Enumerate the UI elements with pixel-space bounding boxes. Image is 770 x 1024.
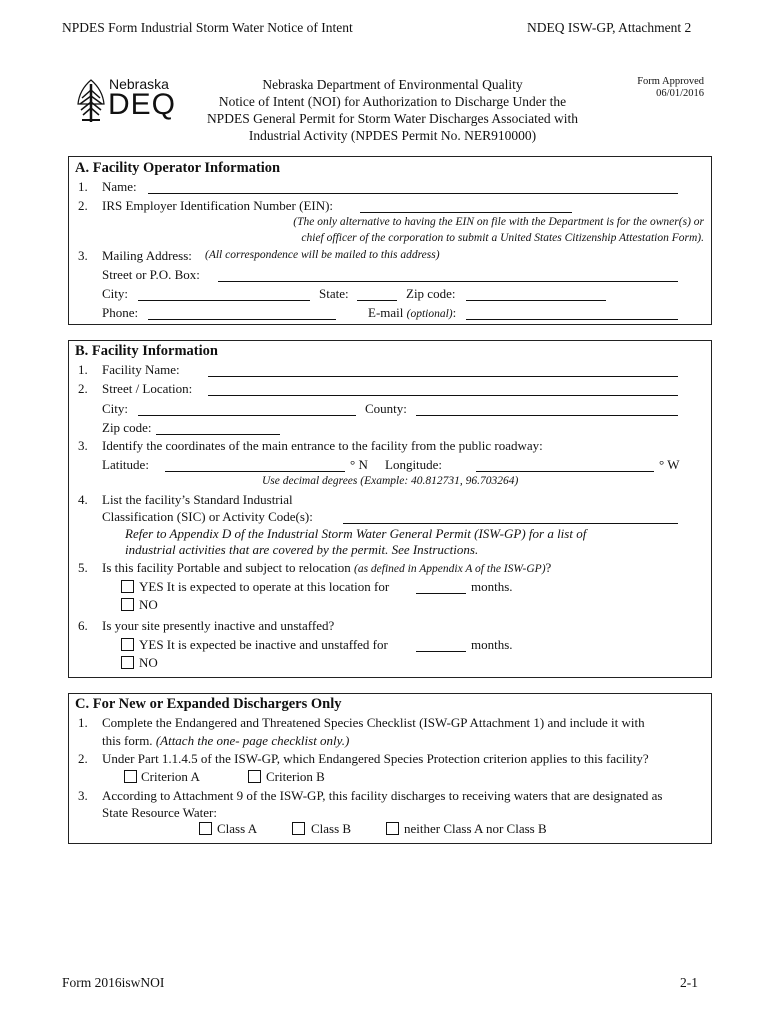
county-field[interactable] xyxy=(416,415,678,416)
email-label-text: E-mail xyxy=(368,305,404,320)
portable-no-checkbox[interactable] xyxy=(121,598,134,611)
title-line-2: Notice of Intent (NOI) for Authorization to Discharge Under the xyxy=(218,94,567,109)
portable-yes-checkbox[interactable] xyxy=(121,580,134,593)
portable-yes-label: YES It is expected to operate at this location for xyxy=(139,579,390,594)
c3-text-line-2: State Resource Water: xyxy=(102,805,217,820)
form-approved-label: Form Approved xyxy=(637,76,704,87)
latitude-field[interactable] xyxy=(165,471,345,472)
operator-name-label: Name: xyxy=(102,179,137,194)
header-right: NDEQ ISW-GP, Attachment 2 xyxy=(527,20,692,35)
criterion-b-label: Criterion B xyxy=(266,769,325,784)
inactive-yes-checkbox[interactable] xyxy=(121,638,134,651)
portable-question xyxy=(102,560,551,576)
inactive-question: Is your site presently inactive and unstaffed? xyxy=(102,618,335,633)
b-item-number: 4. xyxy=(78,492,88,507)
class-b-checkbox[interactable] xyxy=(292,822,305,835)
a-item-number: 2. xyxy=(78,198,88,213)
portable-question-note: (as defined in Appendix A of the ISW-GP) xyxy=(354,563,546,575)
email-field[interactable] xyxy=(466,319,678,320)
section-c-title: C. For New or Expanded Dischargers Only xyxy=(75,696,342,712)
longitude-unit: ° W xyxy=(659,457,680,472)
logo-deq-text: DEQ xyxy=(108,88,177,121)
facility-name-label: Facility Name: xyxy=(102,362,180,377)
email-label xyxy=(368,305,456,321)
mailing-address-note: (All correspondence will be mailed to this address) xyxy=(205,249,440,261)
portable-question-mark: ? xyxy=(545,560,552,575)
header-left: NPDES Form Industrial Storm Water Notice of Intent xyxy=(62,20,353,35)
neither-class-checkbox[interactable] xyxy=(386,822,399,835)
class-a-checkbox[interactable] xyxy=(199,822,212,835)
class-b-label: Class B xyxy=(311,821,352,836)
logo-nebraska-text: Nebraska xyxy=(109,76,169,92)
zip-label: Zip code: xyxy=(406,286,456,301)
c1-text-line-1: Complete the Endangered and Threatened Species Checklist (ISW-GP Attachment 1) and include it with xyxy=(102,715,645,730)
section-a-title: A. Facility Operator Information xyxy=(75,160,281,176)
b-zip-field[interactable] xyxy=(156,434,280,435)
c-item-number: 1. xyxy=(78,715,88,730)
phone-label: Phone: xyxy=(102,305,139,320)
decimal-degrees-note: Use decimal degrees (Example: 40.812731, 96.703264) xyxy=(262,475,519,487)
c1-text-line-2 xyxy=(102,733,349,749)
b-city-label: City: xyxy=(102,401,129,416)
b-item-number: 3. xyxy=(78,438,88,453)
longitude-field[interactable] xyxy=(476,471,654,472)
portable-no-label: NO xyxy=(139,597,158,612)
title-line-1: Nebraska Department of Environmental Quality xyxy=(262,77,523,92)
state-label: State: xyxy=(319,286,349,301)
longitude-label: Longitude: xyxy=(385,457,443,472)
latitude-unit: ° N xyxy=(350,457,368,472)
mailing-address-label: Mailing Address: xyxy=(102,248,192,263)
ein-label: IRS Employer Identification Number (EIN): xyxy=(102,198,334,213)
class-a-label: Class A xyxy=(217,821,258,836)
phone-field[interactable] xyxy=(148,319,336,320)
footer-page-number: 2-1 xyxy=(680,975,698,990)
ein-note-1: (The only alternative to having the EIN on file with the Department is for the owner(s) or xyxy=(293,216,704,228)
title-line-3: NPDES General Permit for Storm Water Discharges Associated with xyxy=(206,111,579,126)
b-zip-label: Zip code: xyxy=(102,420,152,435)
form-title xyxy=(195,76,590,144)
portable-months-label: months. xyxy=(471,579,513,594)
county-label: County: xyxy=(365,401,407,416)
state-field[interactable] xyxy=(357,300,397,301)
portable-question-text: Is this facility Portable and subject to relocation xyxy=(102,560,351,575)
inactive-no-checkbox[interactable] xyxy=(121,656,134,669)
deq-logo xyxy=(76,74,186,126)
criterion-a-label: Criterion A xyxy=(141,769,200,784)
b-item-number: 5. xyxy=(78,560,88,575)
tree-icon xyxy=(76,78,106,124)
neither-class-label: neither Class A nor Class B xyxy=(404,821,547,836)
facility-name-field[interactable] xyxy=(208,376,678,377)
street-location-label: Street / Location: xyxy=(102,381,193,396)
coordinates-label: Identify the coordinates of the main entrance to the facility from the public roadway: xyxy=(102,438,543,453)
b-city-field[interactable] xyxy=(138,415,356,416)
b-item-number: 2. xyxy=(78,381,88,396)
sic-code-field[interactable] xyxy=(343,523,678,524)
inactive-months-label: months. xyxy=(471,637,513,652)
title-line-4: Industrial Activity (NPDES Permit No. NER910000) xyxy=(248,128,537,143)
latitude-label: Latitude: xyxy=(102,457,149,472)
form-approved-date: 06/01/2016 xyxy=(656,88,704,99)
c-item-number: 3. xyxy=(78,788,88,803)
zip-field[interactable] xyxy=(466,300,606,301)
inactive-yes-label: YES It is expected be inactive and unstaffed for xyxy=(139,637,388,652)
ein-field[interactable] xyxy=(360,212,572,213)
b-item-number: 6. xyxy=(78,618,88,633)
form-approved xyxy=(620,76,704,100)
criterion-a-checkbox[interactable] xyxy=(124,770,137,783)
ein-note-2: chief officer of the corporation to submit a United States Citizenship Attestation Form). xyxy=(301,232,704,244)
section-b-title: B. Facility Information xyxy=(75,343,218,359)
b-item-number: 1. xyxy=(78,362,88,377)
sic-label-line-1: List the facility’s Standard Industrial xyxy=(102,492,293,507)
sic-note-2: industrial activities that are covered by the permit. See Instructions. xyxy=(125,542,479,557)
a-item-number: 3. xyxy=(78,248,88,263)
a-item-number: 1. xyxy=(78,179,88,194)
operator-name-field[interactable] xyxy=(148,193,678,194)
inactive-months-field[interactable] xyxy=(416,651,466,652)
portable-months-field[interactable] xyxy=(416,593,466,594)
city-label: City: xyxy=(102,286,129,301)
c2-text: Under Part 1.1.4.5 of the ISW-GP, which Endangered Species Protection criterion applies to this facility? xyxy=(102,751,649,766)
street-location-field[interactable] xyxy=(208,395,678,396)
inactive-no-label: NO xyxy=(139,655,158,670)
street-label: Street or P.O. Box: xyxy=(102,267,200,282)
sic-label-line-2: Classification (SIC) or Activity Code(s): xyxy=(102,509,313,524)
email-colon: : xyxy=(452,305,457,320)
city-field[interactable] xyxy=(138,300,310,301)
c1-attach-note: (Attach the one- page checklist only.) xyxy=(155,733,350,748)
c1-text-line-2-main: this form. xyxy=(102,733,153,748)
street-field[interactable] xyxy=(218,281,678,282)
sic-note-1: Refer to Appendix D of the Industrial Storm Water General Permit (ISW-GP) for a list of xyxy=(125,526,587,541)
c3-text-line-1: According to Attachment 9 of the ISW-GP, this facility discharges to receiving waters that are designated as xyxy=(102,788,663,803)
criterion-b-checkbox[interactable] xyxy=(248,770,261,783)
c-item-number: 2. xyxy=(78,751,88,766)
footer-form-id: Form 2016iswNOI xyxy=(62,975,165,990)
email-optional-note: (optional) xyxy=(406,308,453,320)
